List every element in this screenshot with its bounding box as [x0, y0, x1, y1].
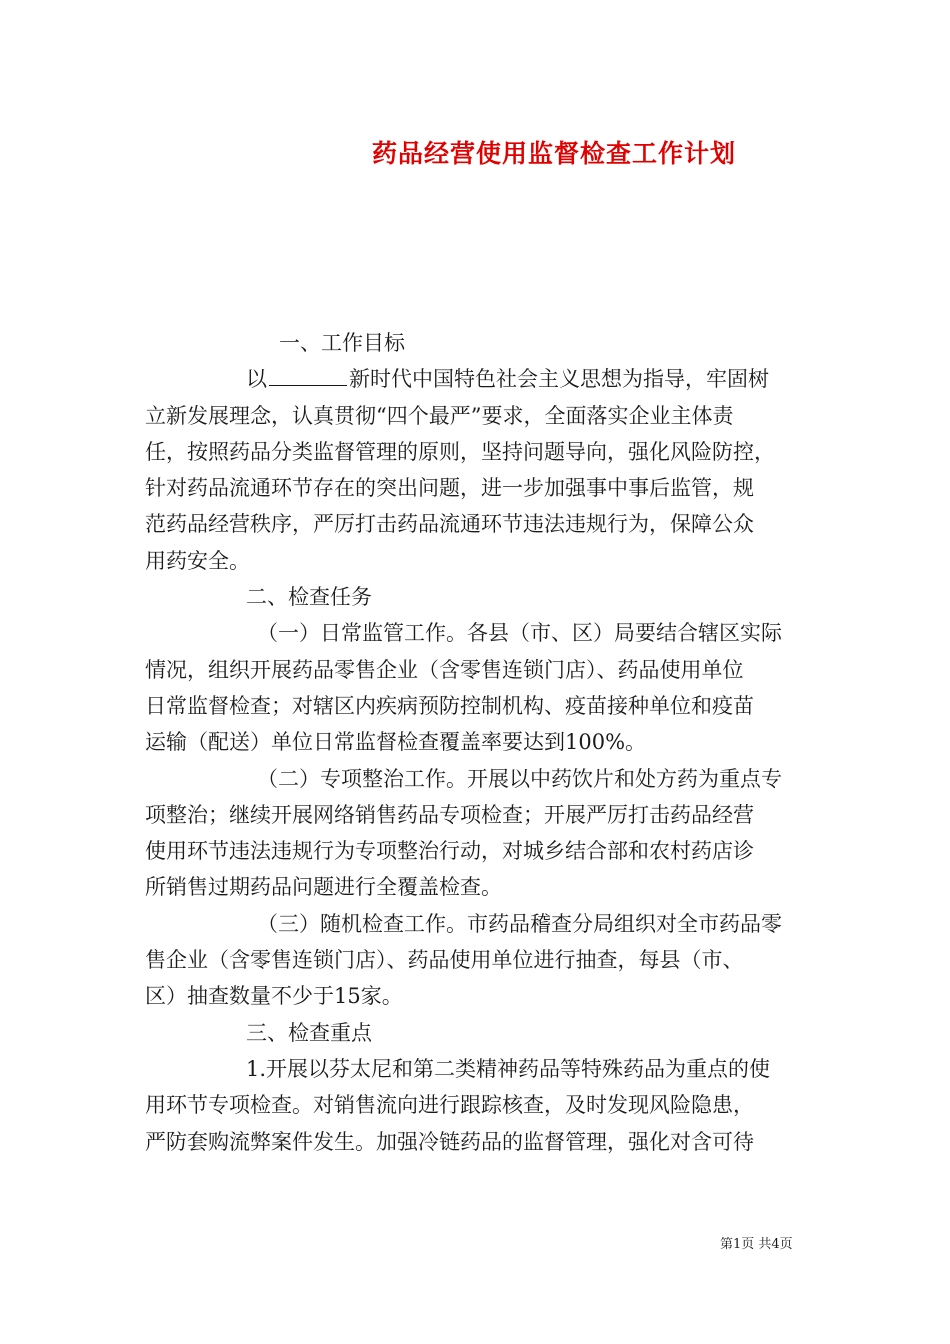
document-body	[145, 325, 807, 1160]
paragraph-text: 以	[246, 367, 267, 392]
fill-in-blank	[269, 367, 347, 386]
paragraph-line: 任，按照药品分类监督管理的原则，坚持问题导向，强化风险防控，	[145, 439, 775, 464]
paragraph-line: 用环节专项检查。对销售流向进行跟踪核查，及时发现风险隐患，	[145, 1093, 754, 1118]
paragraph-line: 立新发展理念，认真贯彻“四个最严”要求，全面落实企业主体责	[145, 403, 734, 428]
paragraph-line: 所销售过期药品问题进行全覆盖检查。	[145, 875, 502, 900]
paragraph-line: 日常监督检查；对辖区内疾病预防控制机构、疫苗接种单位和疫苗	[145, 693, 754, 718]
paragraph-line: （二）专项整治工作。开展以中药饮片和处方药为重点专	[257, 766, 782, 791]
document-title: 药品经营使用监督检查工作计划	[372, 139, 737, 168]
paragraph-line: 区）抽查数量不少于15家。	[145, 984, 403, 1009]
section-heading: 三、检查重点	[246, 1020, 372, 1045]
paragraph-line: 用药安全。	[145, 548, 250, 573]
paragraph-line: 针对药品流通环节存在的突出问题，进一步加强事中事后监管，规	[145, 476, 754, 501]
paragraph-line: 严防套购流弊案件发生。加强冷链药品的监督管理，强化对含可待	[145, 1129, 754, 1154]
paragraph-line	[145, 361, 807, 397]
paragraph-line: 项整治；继续开展网络销售药品专项检查；开展严厉打击药品经营	[145, 802, 754, 827]
paragraph-line: 运输（配送）单位日常监督检查覆盖率要达到100%。	[145, 730, 647, 755]
paragraph-line: 情况，组织开展药品零售企业（含零售连锁门店）、药品使用单位	[145, 657, 744, 682]
section-heading: 二、检查任务	[246, 585, 372, 610]
paragraph-line: 使用环节违法违规行为专项整治行动，对城乡结合部和农村药店诊	[145, 839, 754, 864]
section-heading: 一、工作目标	[279, 331, 405, 355]
paragraph-line: （一）日常监管工作。各县（市、区）局要结合辖区实际	[257, 621, 782, 646]
paragraph-text: 新时代中国特色社会主义思想为指导，牢固树	[349, 367, 769, 392]
paragraph-line: （三）随机检查工作。市药品稽查分局组织对全市药品零	[257, 911, 782, 936]
page-number-footer: 第1页 共4页	[720, 1237, 793, 1252]
paragraph-line: 售企业（含零售连锁门店）、药品使用单位进行抽查，每县（市、	[145, 948, 744, 973]
paragraph-line: 1.开展以芬太尼和第二类精神药品等特殊药品为重点的使	[246, 1056, 771, 1081]
paragraph-line: 范药品经营秩序，严厉打击药品流通环节违法违规行为，保障公众	[145, 512, 754, 537]
